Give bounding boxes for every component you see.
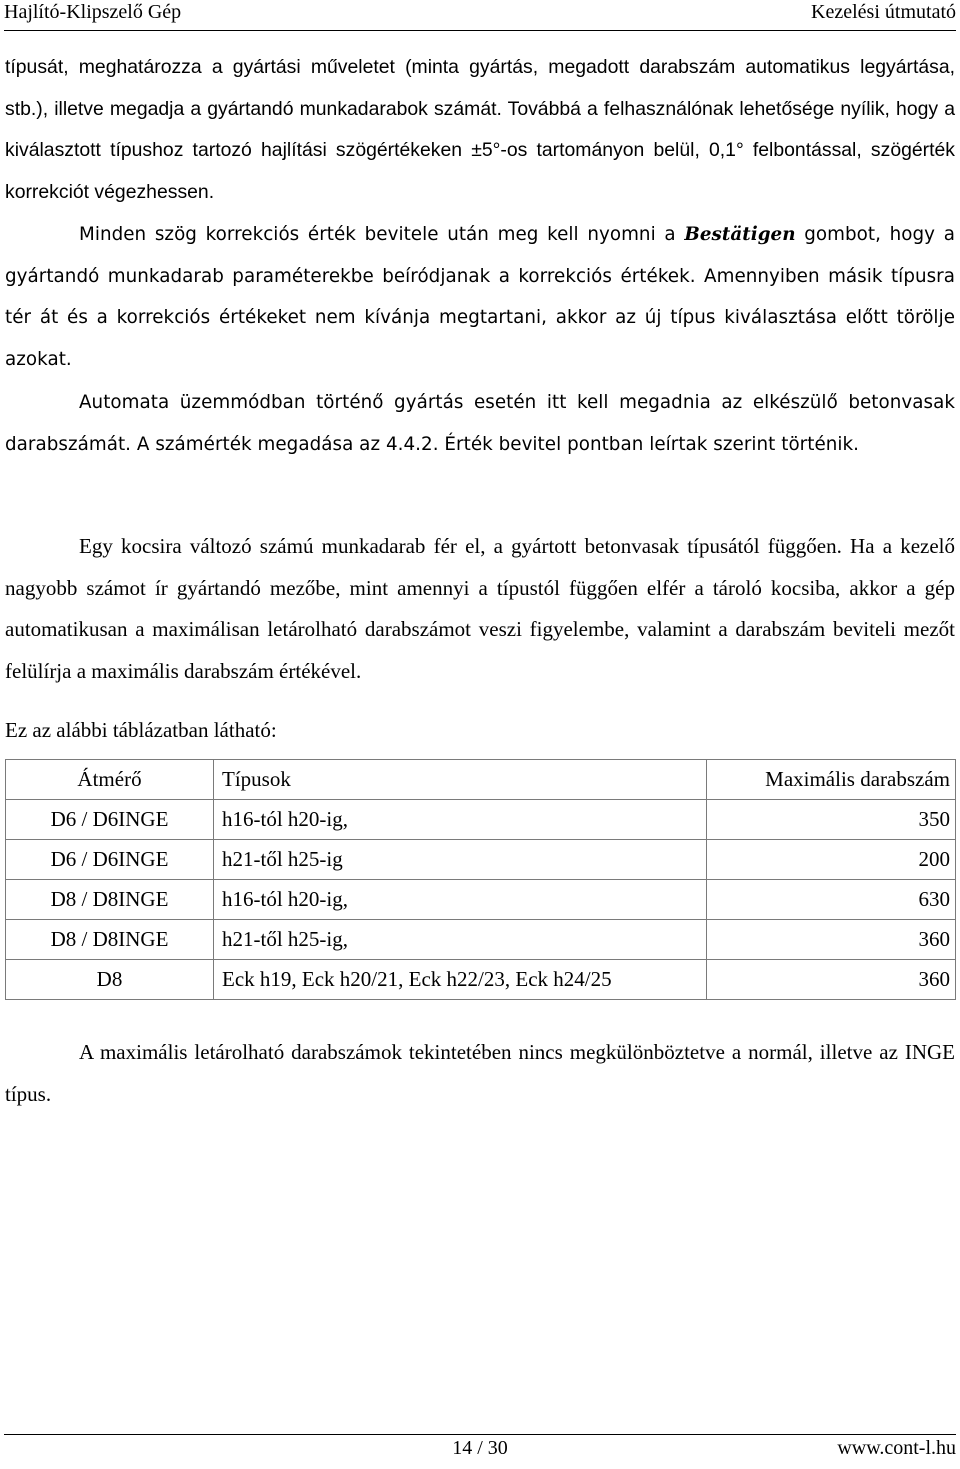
website-link[interactable]: www.cont-l.hu — [837, 1437, 956, 1459]
cell-max-quantity: 350 — [707, 800, 956, 840]
cell-max-quantity: 630 — [707, 880, 956, 920]
paragraph-3: Automata üzemmódban történő gyártás esetén itt kell megadnia az elkészülő betonvasak darabszámát. A számérték megadása az 4.4.2. Érték bevitel pontban leírtak szerint történik. — [5, 392, 955, 455]
paragraph-2-text-before: Minden szög korrekciós érték bevitele után meg kell nyomni a — [79, 224, 685, 245]
cell-max-quantity: 360 — [707, 960, 956, 1000]
cell-types: h21-től h25-ig — [214, 840, 707, 880]
cell-types: h21-től h25-ig, — [214, 920, 707, 960]
paragraph-1: típusát, meghatározza a gyártási műveletet (minta gyártás, megadott darabszám automatikus legyártása, stb.), illetve megadja a gyártandó munkadarabok számát. Továbbá a felhasználónak lehetősége nyílik, hogy a kiválasztott típushoz tartozó hajlítási szögértékeken ±5°-os tartományon belül, 0,1° felbontással, szögérték korrekciót végezhessen. — [5, 56, 955, 204]
cell-diameter: D6 / D6INGE — [6, 800, 214, 840]
cell-diameter: D8 / D8INGE — [6, 880, 214, 920]
column-header-max-quantity: Maximális darabszám — [707, 760, 956, 800]
cell-max-quantity: 360 — [707, 920, 956, 960]
cell-types: h16-tól h20-ig, — [214, 880, 707, 920]
table-row — [6, 840, 956, 880]
paragraph-2 — [5, 214, 955, 381]
cell-types: h16-tól h20-ig, — [214, 800, 707, 840]
paragraph-4: Egy kocsira változó számú munkadarab fér el, a gyártott betonvasak típusától függően. Ha a kezelő nagyobb számot ír gyártandó mezőbe, mint amennyi a típustól függően elfér a tároló kocsiba, akkor a gép automatikusan a maximálisan letárolható darabszámot veszi figyelembe, valamint a darabszám beviteli mezőt felülírja a maximális darabszám értékével. — [5, 534, 955, 684]
table-row — [6, 960, 956, 1000]
header-doc-type: Kezelési útmutató — [811, 1, 956, 23]
cell-diameter: D8 — [6, 960, 214, 1000]
paragraph-2-text-after: gombot, hogy a gyártandó munkadarab paraméterekbe beíródjanak a korrekciós értékek. Amennyiben másik típusra tér át és a korrekciós értékeket nem kívánja megtartani, akkor az új típus kiválasztása előtt törölje azokat. — [5, 224, 955, 371]
paragraph-6: A maximális letárolható darabszámok tekintetében nincs megkülönböztetve a normál, illetve az INGE típus. — [5, 1040, 955, 1106]
bestatigen-button-name: Bestätigen — [684, 224, 796, 245]
table-row — [6, 880, 956, 920]
table-header-row — [6, 760, 956, 800]
cell-types: Eck h19, Eck h20/21, Eck h22/23, Eck h24/25 — [214, 960, 707, 1000]
table-row — [6, 920, 956, 960]
paragraph-5: Ez az alábbi táblázatban látható: — [5, 718, 277, 742]
column-header-diameter: Átmérő — [6, 760, 214, 800]
page-header — [4, 0, 956, 31]
cell-max-quantity: 200 — [707, 840, 956, 880]
column-header-types: Típusok — [214, 760, 707, 800]
cell-diameter: D8 / D8INGE — [6, 920, 214, 960]
header-title: Hajlító-Klipszelő Gép — [4, 1, 182, 23]
max-quantity-table — [5, 759, 956, 1000]
cell-diameter: D6 / D6INGE — [6, 840, 214, 880]
table-row — [6, 800, 956, 840]
page-footer — [4, 1434, 956, 1469]
page-number: 14 / 30 — [452, 1437, 508, 1459]
